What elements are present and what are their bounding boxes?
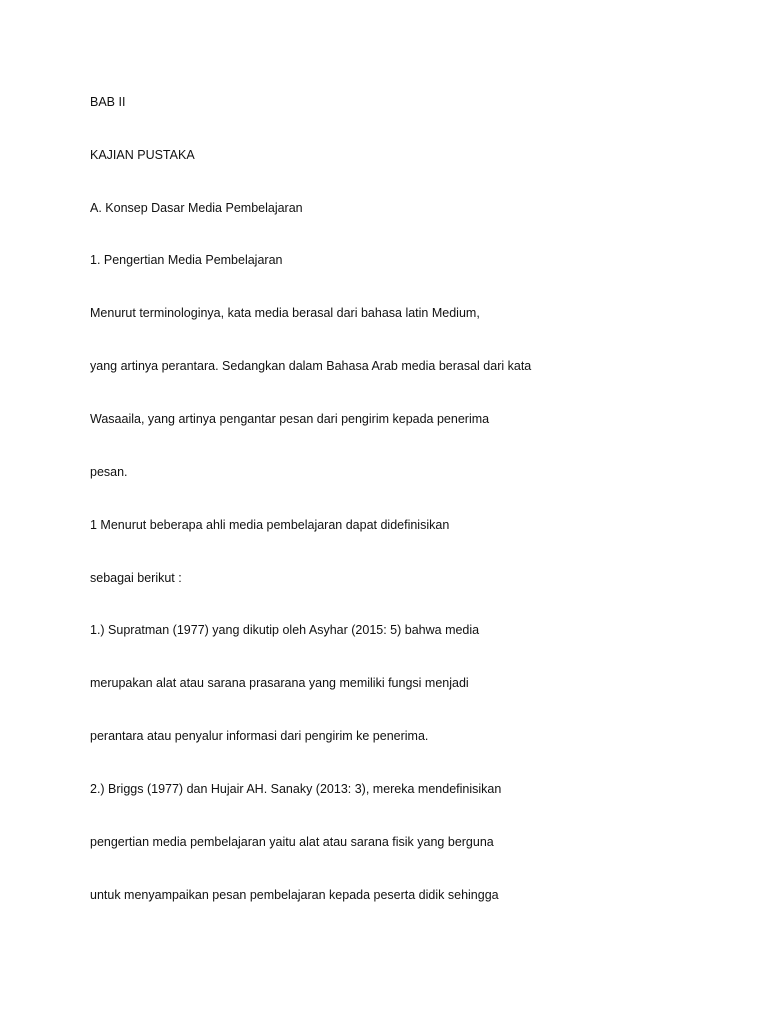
list-item-line: perantara atau penyalur informasi dari pengirim ke penerima. bbox=[90, 729, 429, 743]
paragraph-line: pesan. bbox=[90, 465, 128, 479]
paragraph-line: Wasaaila, yang artinya pengantar pesan dari pengirim kepada penerima bbox=[90, 412, 490, 426]
list-item-line: 2.) Briggs (1977) dan Hujair AH. Sanaky (2013: 3), mereka mendefinisikan bbox=[90, 782, 502, 796]
list-item-line: 1.) Supratman (1977) yang dikutip oleh Asyhar (2015: 5) bahwa media bbox=[90, 623, 480, 637]
section-heading: A. Konsep Dasar Media Pembelajaran bbox=[90, 201, 303, 215]
list-item-line: untuk menyampaikan pesan pembelajaran kepada peserta didik sehingga bbox=[90, 888, 499, 902]
paragraph-line: Menurut terminologinya, kata media berasal dari bahasa latin Medium, bbox=[90, 306, 480, 320]
paragraph-line: sebagai berikut : bbox=[90, 571, 182, 585]
paragraph-line: yang artinya perantara. Sedangkan dalam Bahasa Arab media berasal dari kata bbox=[90, 359, 532, 373]
list-item-line: merupakan alat atau sarana prasarana yang memiliki fungsi menjadi bbox=[90, 676, 469, 690]
paragraph-line: 1 Menurut beberapa ahli media pembelajaran dapat didefinisikan bbox=[90, 518, 450, 532]
list-item-line: pengertian media pembelajaran yaitu alat atau sarana fisik yang berguna bbox=[90, 835, 494, 849]
subsection-heading: 1. Pengertian Media Pembelajaran bbox=[90, 253, 283, 267]
chapter-heading: BAB II bbox=[90, 95, 126, 109]
chapter-title: KAJIAN PUSTAKA bbox=[90, 148, 195, 162]
